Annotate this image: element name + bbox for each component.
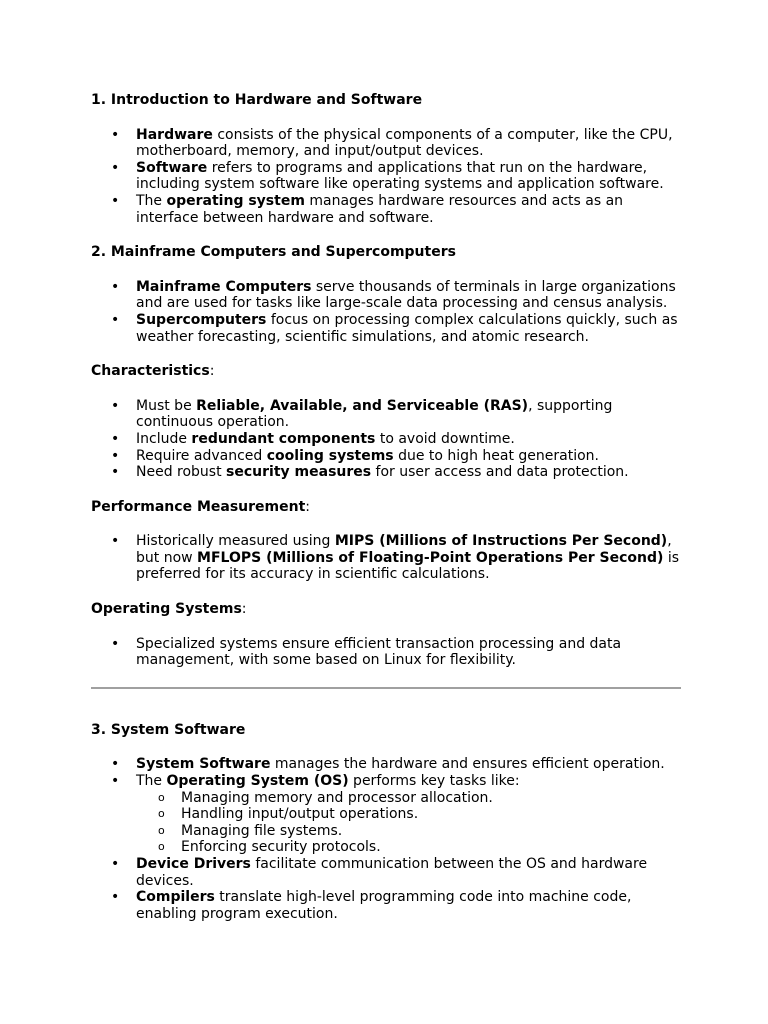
item-prefix: Include (136, 430, 192, 447)
section-heading-1: 1. Introduction to Hardware and Software (91, 92, 423, 108)
characteristics-heading (91, 363, 681, 380)
sub-list-item: o Handling input/output operations. (136, 806, 681, 823)
list-item (91, 856, 681, 889)
item-text: , supporting continuous operation. (136, 397, 613, 431)
item-prefix: Need robust (136, 464, 227, 481)
item-text: performs key tasks like: (348, 773, 520, 790)
bold-term: MFLOPS (Millions of Floating-Point Operations Per Second) (197, 549, 664, 566)
os-list (91, 636, 681, 669)
item-prefix: The (136, 773, 167, 790)
item-text: manages hardware resources and acts as an interface between hardware and software. (136, 192, 624, 226)
list-item (91, 448, 681, 465)
sub-list-item: o Managing memory and processor allocation. (136, 790, 681, 807)
item-text: , but now (136, 533, 672, 566)
list-item (91, 756, 681, 773)
list-item (91, 127, 681, 160)
bold-term: redundant components (191, 430, 376, 447)
section-heading-3: 3. System Software (91, 721, 246, 738)
item-prefix: The (136, 192, 167, 209)
list-item (91, 193, 681, 226)
characteristics-list (91, 398, 681, 481)
heading-colon: : (209, 363, 215, 380)
bold-term: Mainframe Computers (136, 278, 312, 295)
bold-term: Hardware (136, 126, 213, 143)
list-item (91, 398, 681, 431)
heading-colon: : (241, 601, 247, 618)
horizontal-divider (91, 687, 681, 689)
bold-term: Compilers (136, 889, 215, 906)
list-item: • Specialized systems ensure efficient transaction processing and data management, with some based on Linux for flexibility. (91, 636, 681, 669)
list-item (91, 312, 681, 345)
heading-text: Characteristics (91, 363, 210, 380)
item-text: to avoid downtime. (375, 430, 515, 447)
bold-term: Reliable, Available, and Serviceable (RAS) (196, 397, 529, 414)
sub-list-item: o Enforcing security protocols. (136, 839, 681, 856)
item-text: manages the hardware and ensures efficient operation. (270, 756, 665, 773)
item-text: consists of the physical components of a computer, like the CPU, motherboard, memory, and input/output devices. (136, 126, 673, 160)
list-item (91, 773, 681, 856)
item-text: for user access and data protection. (371, 464, 629, 481)
section-3-list (91, 756, 681, 922)
list-item (91, 889, 681, 922)
bold-term: Device Drivers (136, 856, 251, 872)
performance-list (91, 533, 681, 583)
os-heading (91, 601, 681, 618)
item-prefix: Historically measured using (136, 533, 335, 550)
section-2-list (91, 279, 681, 345)
list-item (91, 160, 681, 193)
item-text: refers to programs and applications that run on the hardware, including system software like operating systems and application software. (136, 159, 664, 193)
section-1-list (91, 127, 681, 227)
item-prefix: Must be (136, 397, 197, 414)
item-text: is preferred for its accuracy in scientific calculations. (136, 549, 680, 583)
item-text: facilitate communication between the OS and hardware devices. (136, 856, 648, 889)
list-item (91, 279, 681, 312)
bold-term: operating system (166, 192, 305, 209)
document-content (91, 92, 681, 940)
item-prefix: Require advanced (136, 447, 267, 464)
bold-term: Supercomputers (136, 311, 267, 328)
bold-term: System Software (136, 756, 271, 773)
bold-term: Software (136, 159, 208, 176)
heading-text: Operating Systems (91, 601, 242, 618)
bold-term: cooling systems (266, 447, 394, 464)
item-text: focus on processing complex calculations quickly, such as weather forecasting, scientific simulations, and atomic research. (136, 311, 678, 345)
heading-colon: : (305, 498, 310, 515)
section-heading-2: 2. Mainframe Computers and Supercomputers (91, 244, 456, 261)
heading-text: Performance Measurement (91, 498, 306, 515)
os-tasks-sublist (136, 790, 681, 856)
bold-term: security measures (226, 464, 372, 481)
item-text: due to high heat generation. (393, 447, 599, 464)
list-item (91, 533, 681, 583)
item-text: serve thousands of terminals in large organizations and are used for tasks like large-scale data processing and census analysis. (136, 278, 676, 312)
item-text: translate high-level programming code into machine code, enabling program execution. (136, 889, 632, 922)
bold-term: MIPS (Millions of Instructions Per Second) (334, 533, 668, 550)
list-item (91, 464, 681, 481)
performance-heading (91, 499, 681, 516)
sub-list-item: o Managing file systems. (136, 823, 681, 840)
list-item (91, 431, 681, 448)
bold-term: Operating System (OS) (166, 773, 349, 790)
